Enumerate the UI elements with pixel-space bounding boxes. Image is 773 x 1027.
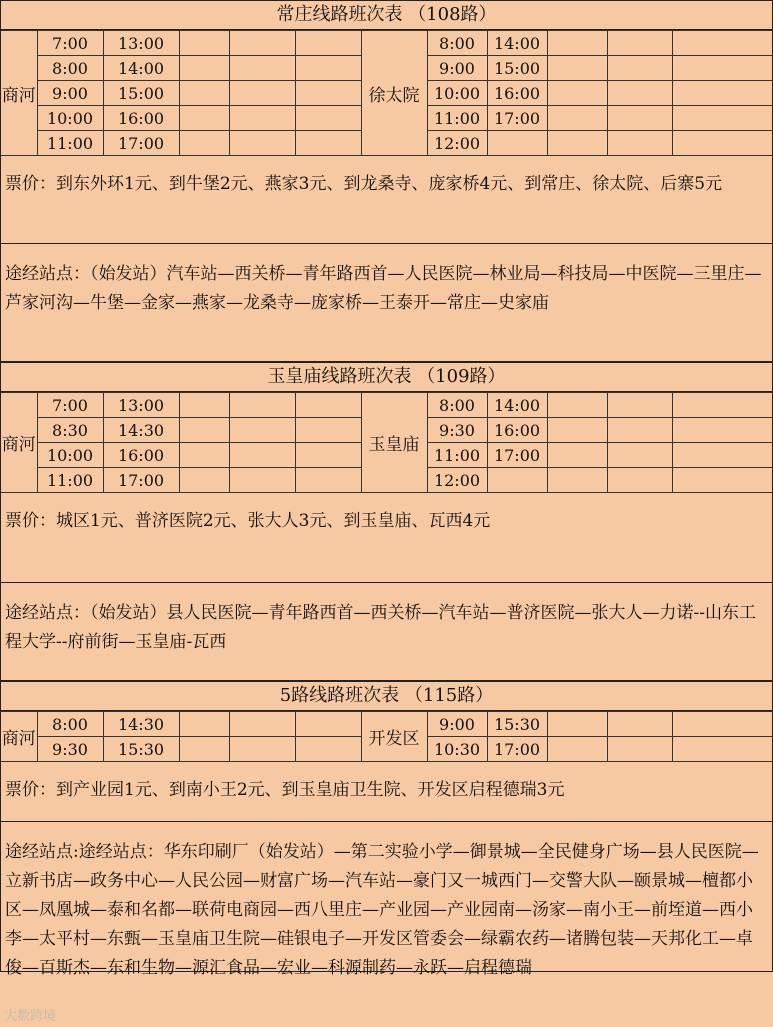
empty-cell xyxy=(295,31,361,56)
departure-time-morning: 8:00 xyxy=(37,712,103,737)
empty-cell xyxy=(547,468,607,493)
departure-time-afternoon: 16:00 xyxy=(103,106,179,131)
empty-cell xyxy=(547,393,607,418)
empty-cell xyxy=(229,737,295,762)
route-table-title: 常庄线路班次表 （108路） xyxy=(1,0,772,30)
return-time-morning: 10:30 xyxy=(427,737,487,762)
empty-cell xyxy=(179,131,229,156)
empty-cell xyxy=(607,81,672,106)
empty-cell xyxy=(229,106,295,131)
departure-time-morning: 9:00 xyxy=(37,81,103,106)
departure-time-afternoon: 13:00 xyxy=(103,393,179,418)
departure-station-right: 玉皇庙 xyxy=(361,393,427,493)
empty-cell xyxy=(295,131,361,156)
empty-cell xyxy=(607,468,672,493)
return-time-afternoon: 17:00 xyxy=(487,443,547,468)
departure-station-right: 徐太院 xyxy=(361,31,427,156)
departure-station-left: 商河 xyxy=(1,393,37,493)
empty-cell xyxy=(179,712,229,737)
return-time-morning: 12:00 xyxy=(427,468,487,493)
empty-cell xyxy=(672,81,772,106)
route-table-title: 5路线路班次表 （115路） xyxy=(1,681,772,711)
fare-info: 票价：到产业园1元、到南小王2元、到玉皇庙卫生院、开发区启程德瑞3元 xyxy=(1,762,772,822)
empty-cell xyxy=(179,81,229,106)
table-row xyxy=(1,31,772,56)
empty-cell xyxy=(607,393,672,418)
empty-cell xyxy=(295,443,361,468)
empty-cell xyxy=(672,443,772,468)
empty-cell xyxy=(179,56,229,81)
empty-cell xyxy=(229,443,295,468)
return-time-morning: 9:30 xyxy=(427,418,487,443)
route-stops: 途经站点:途经站点：华东印刷厂（始发站）—第二实验小学—御景城—全民健身广场—县人民医院—立新书店—政务中心—人民公园—财富广场—汽车站—豪门又一城西门—交警大队—颐景城—檀都小区—凤凰城—泰和名都—联荷电商园—西八里庄—产业园—产业园南—汤家—南小王—前垤道—西小李—太平村—东甄—玉皇庙卫生院—硅银电子—开发区管委会—绿霸农药—诸腾包装—天邦化工—卓俊—百斯杰—东和生物—源汇食品—宏业—科源制药—永跃—启程德瑞 xyxy=(1,822,772,972)
empty-cell xyxy=(547,712,607,737)
empty-cell xyxy=(672,106,772,131)
empty-cell xyxy=(672,56,772,81)
empty-cell xyxy=(295,81,361,106)
departure-time-morning: 8:00 xyxy=(37,56,103,81)
fare-info: 票价：城区1元、普济医院2元、张大人3元、到玉皇庙、瓦西4元 xyxy=(1,493,772,583)
departure-station-left: 商河 xyxy=(1,712,37,762)
empty-cell xyxy=(672,712,772,737)
departure-time-afternoon: 13:00 xyxy=(103,31,179,56)
empty-cell xyxy=(547,56,607,81)
empty-cell xyxy=(547,106,607,131)
return-time-morning: 10:00 xyxy=(427,81,487,106)
empty-cell xyxy=(179,737,229,762)
return-time-afternoon: 16:00 xyxy=(487,81,547,106)
return-time-afternoon: 14:00 xyxy=(487,31,547,56)
watermark: 大数跨境 xyxy=(4,1009,57,1024)
departure-time-morning: 7:00 xyxy=(37,31,103,56)
empty-cell xyxy=(229,81,295,106)
empty-cell xyxy=(547,81,607,106)
departure-time-afternoon: 14:30 xyxy=(103,712,179,737)
return-time-morning: 11:00 xyxy=(427,106,487,131)
return-time-morning: 12:00 xyxy=(427,131,487,156)
empty-cell xyxy=(229,56,295,81)
departure-station-right: 开发区 xyxy=(361,712,427,762)
empty-cell xyxy=(179,468,229,493)
empty-cell xyxy=(672,468,772,493)
return-time-afternoon xyxy=(487,468,547,493)
return-time-afternoon: 16:00 xyxy=(487,418,547,443)
empty-cell xyxy=(547,31,607,56)
fare-info: 票价：到东外环1元、到牛堡2元、燕家3元、到龙桑寺、庞家桥4元、到常庄、徐太院、后寨5元 xyxy=(1,156,772,244)
departure-time-afternoon: 17:00 xyxy=(103,131,179,156)
empty-cell xyxy=(179,393,229,418)
empty-cell xyxy=(547,737,607,762)
departure-time-afternoon: 17:00 xyxy=(103,468,179,493)
empty-cell xyxy=(607,131,672,156)
return-time-afternoon: 15:00 xyxy=(487,56,547,81)
empty-cell xyxy=(607,418,672,443)
empty-cell xyxy=(179,443,229,468)
empty-cell xyxy=(229,393,295,418)
empty-cell xyxy=(607,56,672,81)
departure-time-morning: 9:30 xyxy=(37,737,103,762)
empty-cell xyxy=(607,106,672,131)
empty-cell xyxy=(547,131,607,156)
empty-cell xyxy=(179,31,229,56)
empty-cell xyxy=(672,418,772,443)
empty-cell xyxy=(607,443,672,468)
empty-cell xyxy=(672,737,772,762)
route-stops: 途经站点：（始发站）县人民医院—青年路西首—西关桥—汽车站—普济医院—张大人—力诺--山东工程大学--府前街—玉皇庙-瓦西 xyxy=(1,583,772,681)
departure-time-morning: 8:30 xyxy=(37,418,103,443)
empty-cell xyxy=(229,31,295,56)
departure-time-morning: 10:00 xyxy=(37,106,103,131)
empty-cell xyxy=(672,393,772,418)
empty-cell xyxy=(295,418,361,443)
departure-time-afternoon: 16:00 xyxy=(103,443,179,468)
departure-time-morning: 11:00 xyxy=(37,131,103,156)
return-time-morning: 8:00 xyxy=(427,31,487,56)
empty-cell xyxy=(179,418,229,443)
return-time-afternoon: 14:00 xyxy=(487,393,547,418)
empty-cell xyxy=(179,106,229,131)
timetable xyxy=(1,392,772,493)
return-time-morning: 8:00 xyxy=(427,393,487,418)
departure-time-morning: 10:00 xyxy=(37,443,103,468)
departure-time-morning: 7:00 xyxy=(37,393,103,418)
return-time-morning: 9:00 xyxy=(427,712,487,737)
table-row xyxy=(1,393,772,418)
empty-cell xyxy=(295,56,361,81)
return-time-afternoon: 17:00 xyxy=(487,737,547,762)
table-row xyxy=(1,712,772,737)
empty-cell xyxy=(672,131,772,156)
route-table-title: 玉皇庙线路班次表 （109路） xyxy=(1,362,772,392)
return-time-afternoon: 17:00 xyxy=(487,106,547,131)
empty-cell xyxy=(295,393,361,418)
empty-cell xyxy=(295,106,361,131)
departure-station-left: 商河 xyxy=(1,31,37,156)
departure-time-afternoon: 15:00 xyxy=(103,81,179,106)
return-time-afternoon: 15:30 xyxy=(487,712,547,737)
empty-cell xyxy=(547,443,607,468)
empty-cell xyxy=(607,31,672,56)
empty-cell xyxy=(295,712,361,737)
empty-cell xyxy=(607,737,672,762)
empty-cell xyxy=(295,737,361,762)
departure-time-afternoon: 15:30 xyxy=(103,737,179,762)
return-time-afternoon xyxy=(487,131,547,156)
return-time-morning: 11:00 xyxy=(427,443,487,468)
route-stops: 途经站点：（始发站）汽车站—西关桥—青年路西首—人民医院—林业局—科技局—中医院—三里庄—芦家河沟—牛堡—金家—燕家—龙桑寺—庞家桥—王泰开—常庄—史家庙 xyxy=(1,244,772,362)
empty-cell xyxy=(229,468,295,493)
empty-cell xyxy=(229,712,295,737)
departure-time-morning: 11:00 xyxy=(37,468,103,493)
empty-cell xyxy=(229,418,295,443)
empty-cell xyxy=(229,131,295,156)
timetable xyxy=(1,30,772,156)
empty-cell xyxy=(547,418,607,443)
empty-cell xyxy=(295,468,361,493)
empty-cell xyxy=(607,712,672,737)
departure-time-afternoon: 14:00 xyxy=(103,56,179,81)
timetable xyxy=(1,711,772,762)
return-time-morning: 9:00 xyxy=(427,56,487,81)
empty-cell xyxy=(672,31,772,56)
departure-time-afternoon: 14:30 xyxy=(103,418,179,443)
